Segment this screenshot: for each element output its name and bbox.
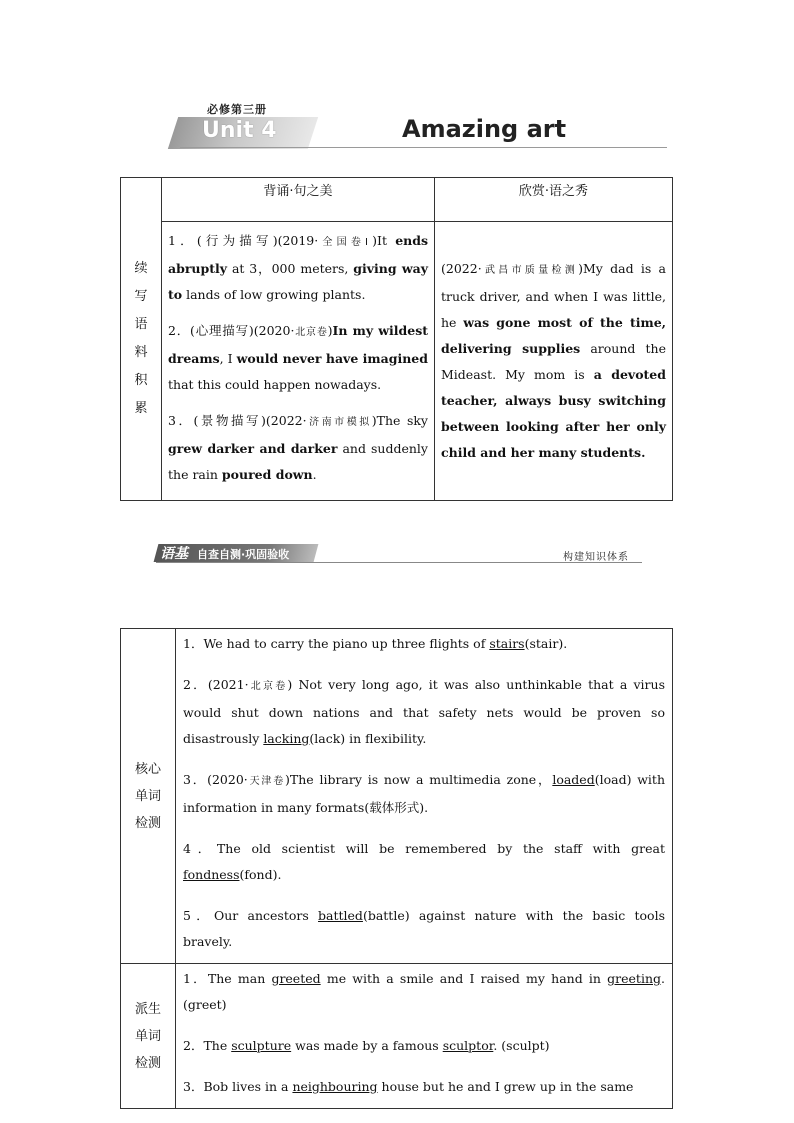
exercise-item: 3．Bob lives in a neighbouring house but he and I grew up in the same <box>183 1079 634 1094</box>
exercise-item: 5．Our ancestors battled(battle) against nature with the basic tools bravely. <box>183 908 665 949</box>
recite-sentences <box>162 222 435 501</box>
exercise-item: 2．(2021·北京卷) Not very long ago, it was also unthinkable that a virus would shut down nations and that safety nets would be proven so disastrously lacking(lack) in flexibility. <box>183 677 665 746</box>
exercise-item: 4．The old scientist will be remembered by the staff with great fondness(fond). <box>183 841 665 882</box>
side-text: 检测 <box>134 815 161 831</box>
side-char: 积 <box>134 373 148 388</box>
side-text: 检测 <box>134 1055 161 1071</box>
vocabulary-check-table <box>120 628 673 1109</box>
header-rule <box>180 147 667 148</box>
section-mark: 语基 <box>160 546 188 562</box>
book-label: 必修第三册 <box>207 103 267 116</box>
side-label-core-words <box>121 629 176 964</box>
exercise-item: 1．We had to carry the piano up three flights of stairs(stair). <box>183 636 568 651</box>
unit-label: Unit 4 <box>202 118 277 143</box>
exercise-item: 2．The sculpture was made by a famous sculptor. (sculpt) <box>183 1038 550 1053</box>
col-header-appreciate: 欣赏·语之秀 <box>435 178 673 222</box>
side-char: 续 <box>134 261 148 276</box>
sentence-item: 3．(景物描写)(2022·济南市模拟)The sky grew darker and darker and suddenly the rain poured down. <box>168 413 428 482</box>
sentence-item: 2．(心理描写)(2020·北京卷)In my wildest dreams, I would never have imagined that this could happen nowadays. <box>168 323 429 392</box>
side-char: 料 <box>134 345 148 360</box>
side-text: 单词 <box>134 788 161 804</box>
unit-title: Amazing art <box>402 115 567 143</box>
side-text: 单词 <box>134 1028 161 1044</box>
col-header-recite: 背诵·句之美 <box>162 178 435 222</box>
side-text: 核心 <box>134 761 161 777</box>
section-title: 自查自测·巩固验收 <box>197 548 290 561</box>
side-label <box>121 178 162 501</box>
side-char: 累 <box>134 401 148 416</box>
continuation-writing-table <box>120 177 673 501</box>
side-char: 语 <box>134 317 148 332</box>
sentence-item: 1．(行为描写)(2019·全国卷Ⅰ)It ends abruptly at 3，000 meters, giving way to lands of low growing plants. <box>168 233 429 302</box>
exercise-item: 3．(2020·天津卷)The library is now a multimedia zone，loaded(load) with information in many formats(载体形式). <box>183 772 666 815</box>
section-subtitle: 构建知识体系 <box>563 552 629 563</box>
exercise-item: 1．The man greeted me with a smile and I raised my hand in greeting. (greet) <box>183 971 665 1012</box>
core-words-items <box>176 629 673 964</box>
appreciate-passage: (2022·武昌市质量检测)My dad is a truck driver, and when I was little, he was gone most of the time, delivering supplies around the Mideast. My mom is a devoted teacher, always busy switching between looking after her only child and her many students. <box>435 222 673 501</box>
derived-words-items <box>176 964 673 1109</box>
side-label-derived-words <box>121 964 176 1109</box>
side-char: 写 <box>134 289 148 304</box>
side-text: 派生 <box>134 1001 161 1017</box>
